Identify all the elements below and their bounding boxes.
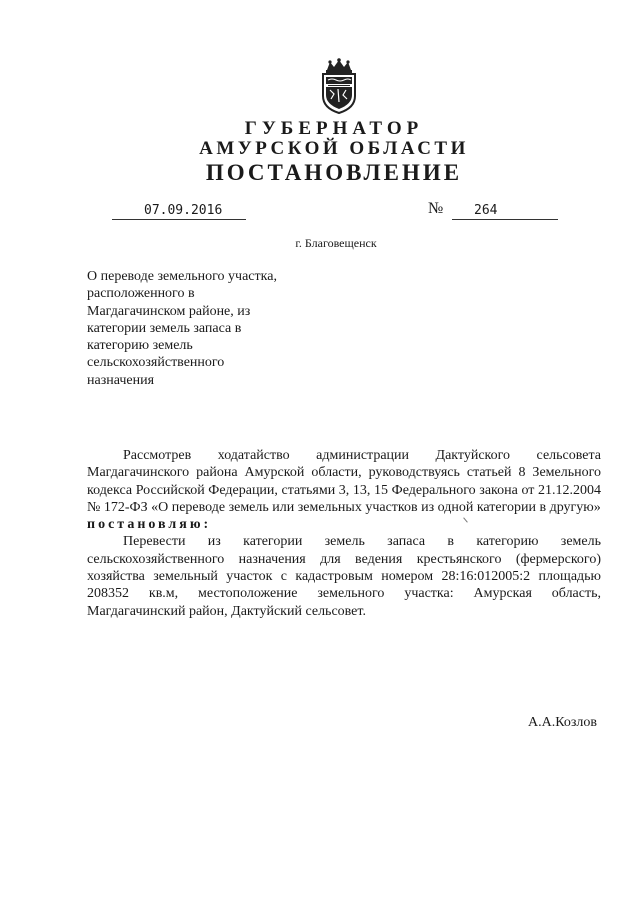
resolution-paragraph: Перевести из категории земель запаса в категорию земель сельскохозяйственного назначения для ведения крестьянского (фермерского) хозяйства земельный участок с кадастровым номером 28:16:012005:2 площадью 208352 кв.м, местоположение земельного участка: Амурская область, Магдагачинский район, Дактуйский сельсовет. (87, 534, 601, 619)
preamble-paragraph: Рассмотрев ходатайство администрации Дактуйского сельсовета Магдагачинского района Амурской области, руководствуясь статьей 8 Земельного кодекса Российской Федерации, статьями 3, 13, 15 Федерального закона от 21.12.2004 № 172-ФЗ «О переводе земель или земельных участков из одной категории в другую» (87, 448, 601, 515)
number-label: № (428, 200, 444, 217)
document-number: 264 (452, 203, 558, 220)
subject-line: расположенного в (87, 286, 195, 302)
subject-line: назначения (87, 372, 155, 388)
subject-line: категории земель запаса в (87, 320, 242, 336)
document-type-heading: ПОСТАНОВЛЕНИЕ (205, 160, 463, 185)
decree-word: постановляю: (87, 517, 212, 533)
subject-line: сельскохозяйственного (87, 355, 225, 371)
subject-line: Магдагачинском районе, из (87, 303, 251, 319)
issuer-region: АМУРСКОЙ ОБЛАСТИ (199, 138, 469, 159)
subject-line: категорию земель (87, 338, 193, 354)
document-body (87, 447, 601, 620)
coat-of-arms-emblem (318, 58, 360, 114)
issuer-title: ГУБЕРНАТОР (244, 118, 424, 139)
document-date: 07.09.2016 (112, 203, 246, 220)
issue-city: г. Благовещенск (295, 236, 377, 250)
signatory-name: А.А.Козлов (528, 715, 597, 730)
subject-block (87, 268, 327, 389)
subject-line: О переводе земельного участка, (87, 269, 277, 284)
